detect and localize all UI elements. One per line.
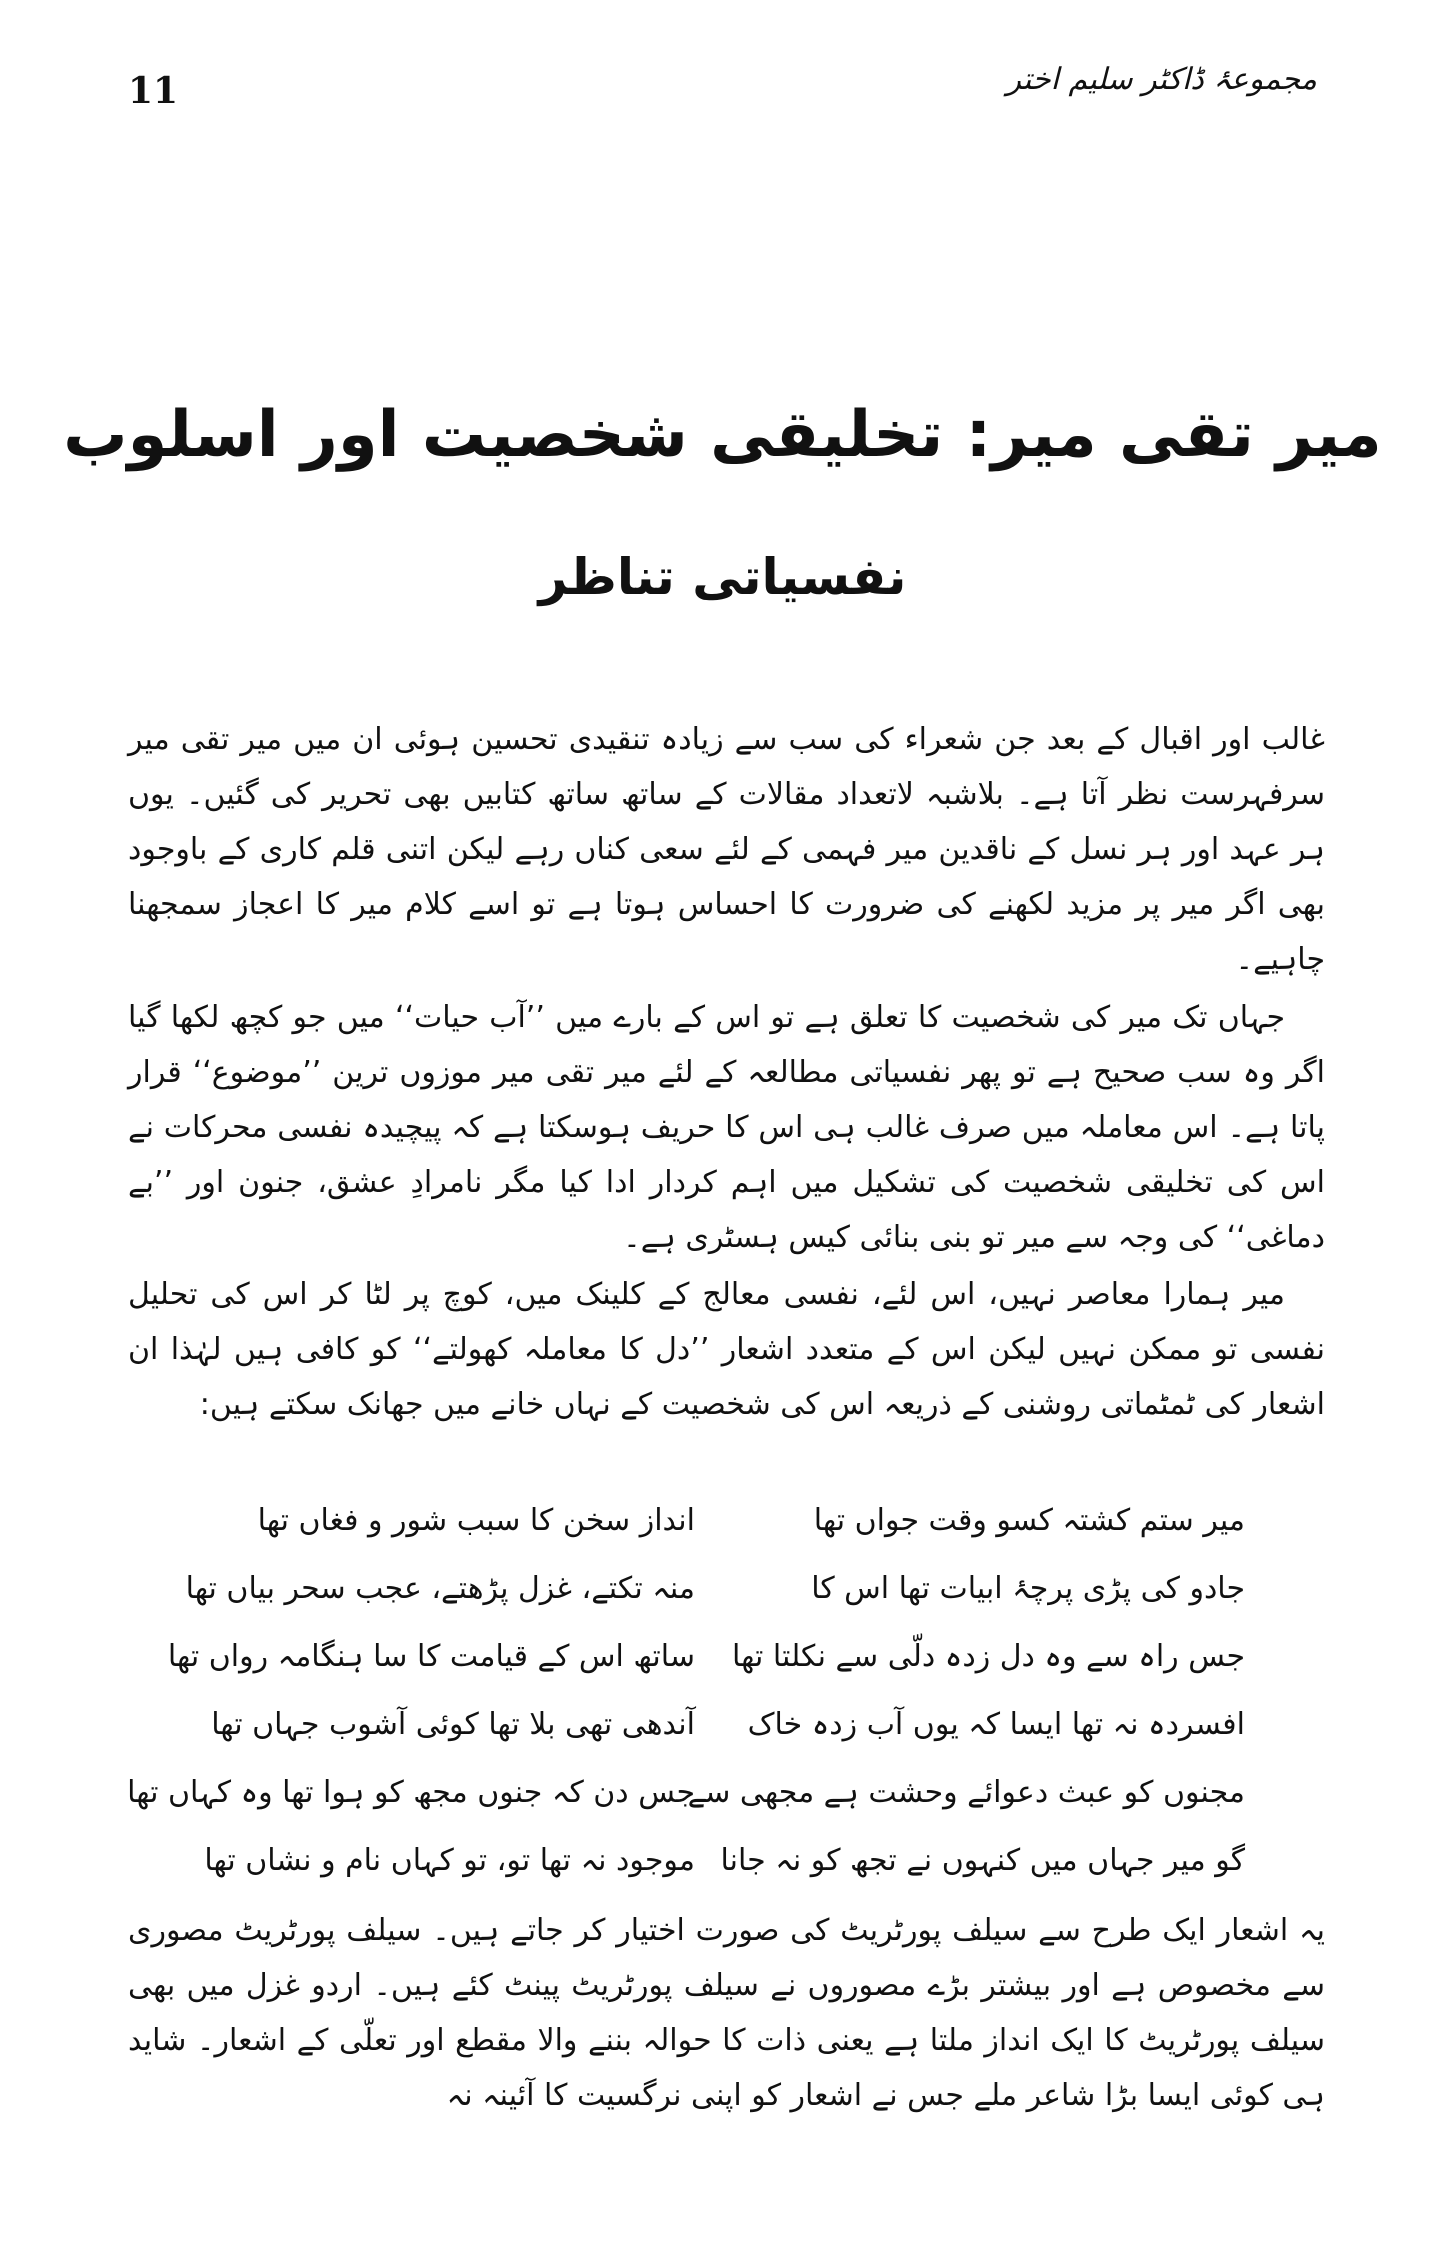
paragraph-4-block [128,1903,1325,2123]
couplet [127,1765,1245,1833]
couplet [205,1697,1245,1765]
couplet-second-line: انداز سخن کا سبب شور و فغاں تھا [257,1503,695,1538]
couplet [167,1629,1245,1697]
couplet [205,1833,1245,1901]
ghazal-couplets [127,1493,1245,1901]
paragraph: جہاں تک میر کی شخصیت کا تعلق ہے تو اس کے بارے میں ’’آب حیات‘‘ میں جو کچھ لکھا گیا اگر وہ سب صحیح ہے تو پھر نفسیاتی مطالعہ کے لئے میر تقی میر موزوں ترین ’’موضوع‘‘ قرار پاتا ہے۔ اس معاملہ میں صرف غالب ہی اس کا حریف ہوسکتا ہے کہ پیچیدہ نفسی محرکات نے اس کی تخلیقی شخصیت کی تشکیل میں اہم کردار ادا کیا مگر نامرادِ عشق، جنون اور ’’بے دماغی‘‘ کی وجہ سے میر تو بنی بنائی کیس ہسٹری ہے۔ [128,1000,1325,1255]
couplet [185,1561,1245,1629]
couplet-first-line: میر ستم کشتہ کسو وقت جواں تھا [813,1503,1245,1538]
paragraph: میر ہمارا معاصر نہیں، اس لئے، نفسی معالج کے کلینک میں، کوچ پر لٹا کر اس کی تحلیل نفسی تو ممکن نہیں لیکن اس کے متعدد اشعار ’’دل کا معاملہ کھولتے‘‘ کو کافی ہیں لہٰذا ان اشعار کی ٹمٹماتی روشنی کے ذریعہ اس کی شخصیت کے نہاں خانے میں جھانک سکتے ہیں: [128,1277,1325,1422]
running-head: مجموعۂ ڈاکٹر سلیم اختر [1006,62,1317,97]
paragraph-3-block [128,1267,1325,1432]
paragraph-2-block [128,990,1325,1265]
couplet-first-line: جادو کی پڑی پرچۂ ابیات تھا اس کا [811,1571,1245,1606]
couplet-first-line: مجنوں کو عبث دعوائے وحشت ہے مجھی سے [687,1775,1245,1810]
paragraph: یہ اشعار ایک طرح سے سیلف پورٹریٹ کی صورت اختیار کر جاتے ہیں۔ سیلف پورٹریٹ مصوری سے مخصوص ہے اور بیشتر بڑے مصوروں نے سیلف پورٹریٹ پینٹ کئے ہیں۔ اردو غزل میں بھی سیلف پورٹریٹ کا ایک انداز ملتا ہے یعنی ذات کا حوالہ بننے والا مقطع اور تعلّی کے اشعار۔ شاید ہی کوئی ایسا بڑا شاعر ملے جس نے اشعار کو اپنی نرگسیت کا آئینہ نہ [128,1913,1325,2113]
couplet-first-line: جس راہ سے وہ دل زدہ دلّی سے نکلتا تھا [732,1639,1245,1674]
chapter-title: میر تقی میر: تخلیقی شخصیت اور اسلوب [63,398,1382,472]
paragraph: غالب اور اقبال کے بعد جن شعراء کی سب سے زیادہ تنقیدی تحسین ہوئی ان میں میر تقی میر سرفہرست نظر آتا ہے۔ بلاشبہ لاتعداد مقالات کے ساتھ ساتھ کتابیں بھی تحریر کی گئیں۔ یوں ہر عہد اور ہر نسل کے ناقدین میر فہمی کے لئے سعی کناں رہے لیکن اتنی قلم کاری کے باوجود بھی اگر میر پر مزید لکھنے کی ضرورت کا احساس ہوتا ہے تو اسے کلام میر کا اعجاز سمجھنا چاہیے۔ [128,722,1325,977]
couplet-first-line: افسردہ نہ تھا ایسا کہ یوں آب زدہ خاک [747,1707,1245,1742]
couplet-second-line: جس دن کہ جنوں مجھ کو ہوا تھا وہ کہاں تھا [127,1775,695,1810]
couplet-second-line: آندھی تھی بلا تھا کوئی آشوب جہاں تھا [211,1707,695,1742]
couplet-first-line: گو میر جہاں میں کنہوں نے تجھ کو نہ جانا [720,1843,1245,1878]
page-number: 11 [128,70,179,112]
couplet [205,1493,1245,1561]
couplet-second-line: منہ تکتے، غزل پڑھتے، عجب سحر بیاں تھا [185,1571,695,1606]
chapter-subtitle: نفسیاتی تناظر [538,548,907,606]
couplet-second-line: موجود نہ تھا تو، تو کہاں نام و نشاں تھا [204,1843,695,1878]
couplet-second-line: ساتھ اس کے قیامت کا سا ہنگامہ رواں تھا [167,1639,695,1674]
paragraph-1-block [128,712,1325,987]
